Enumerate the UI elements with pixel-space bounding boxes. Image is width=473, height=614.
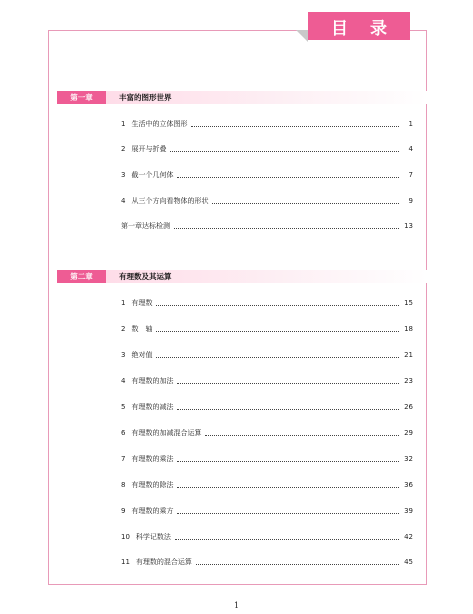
toc-entry-number: 5 bbox=[121, 403, 126, 411]
toc-entry[interactable] bbox=[121, 119, 413, 129]
toc-entry-page: 29 bbox=[404, 429, 413, 437]
toc-entry-page: 26 bbox=[404, 403, 413, 411]
toc-entry[interactable] bbox=[121, 402, 413, 412]
toc-entry[interactable] bbox=[121, 170, 413, 180]
toc-entry-page: 7 bbox=[408, 171, 413, 179]
toc-entry-page: 15 bbox=[404, 299, 413, 307]
toc-entry-page: 42 bbox=[404, 533, 413, 541]
chapter-tag: 第一章 bbox=[57, 91, 106, 104]
toc-entry-number: 11 bbox=[121, 558, 130, 566]
contents-title: 目 录 bbox=[308, 12, 410, 40]
toc-entry[interactable] bbox=[121, 480, 413, 490]
dot-leader bbox=[177, 383, 399, 384]
toc-entry-label: 有理数的加法 bbox=[131, 377, 174, 385]
toc-entry-page: 21 bbox=[404, 351, 413, 359]
dot-leader bbox=[174, 228, 399, 229]
dot-leader bbox=[212, 203, 399, 204]
toc-entry-number: 7 bbox=[121, 455, 126, 463]
chapter-header bbox=[57, 270, 427, 283]
toc-entry-number: 1 bbox=[121, 120, 126, 128]
toc-entry[interactable] bbox=[121, 196, 413, 206]
toc-entry[interactable] bbox=[121, 324, 413, 334]
toc-entry-label: 有理数的加减混合运算 bbox=[131, 429, 202, 437]
dot-leader bbox=[156, 305, 399, 306]
dot-leader bbox=[177, 513, 399, 514]
dot-leader bbox=[196, 564, 399, 565]
chapter-title: 丰富的图形世界 bbox=[119, 93, 172, 102]
toc-entry[interactable] bbox=[121, 350, 413, 360]
toc-entry-label: 生活中的立体图形 bbox=[131, 120, 188, 128]
toc-entry-number: 10 bbox=[121, 533, 130, 541]
toc-entry-page: 13 bbox=[404, 222, 413, 230]
toc-entry-number: 3 bbox=[121, 351, 126, 359]
toc-entry-label: 有理数的混合运算 bbox=[135, 558, 192, 566]
toc-entry-page: 4 bbox=[408, 145, 413, 153]
toc-entry-label: 从三个方向看物体的形状 bbox=[131, 197, 209, 205]
toc-entry-label: 数 轴 bbox=[131, 325, 153, 333]
toc-entry-number: 9 bbox=[121, 507, 126, 515]
toc-entry[interactable] bbox=[121, 298, 413, 308]
toc-entry-label: 有理数的除法 bbox=[131, 481, 174, 489]
toc-entry-label: 科学记数法 bbox=[135, 533, 171, 541]
toc-entry-number: 2 bbox=[121, 145, 126, 153]
toc-entry[interactable] bbox=[121, 144, 413, 154]
toc-entry[interactable] bbox=[121, 532, 413, 542]
toc-entry-page: 39 bbox=[404, 507, 413, 515]
title-fold-decoration bbox=[296, 30, 308, 42]
toc-entry-number: 4 bbox=[121, 377, 126, 385]
toc-entry-number: 2 bbox=[121, 325, 126, 333]
dot-leader bbox=[170, 151, 399, 152]
toc-entry-label: 截一个几何体 bbox=[131, 171, 174, 179]
toc-entry-label: 有理数 bbox=[131, 299, 153, 307]
toc-entry-page: 23 bbox=[404, 377, 413, 385]
toc-entry[interactable] bbox=[121, 454, 413, 464]
toc-entry[interactable] bbox=[121, 221, 413, 231]
toc-entry-label: 有理数的乘法 bbox=[131, 455, 174, 463]
toc-entry[interactable] bbox=[121, 428, 413, 438]
dot-leader bbox=[156, 331, 399, 332]
toc-entry-label: 有理数的减法 bbox=[131, 403, 174, 411]
toc-entry-page: 9 bbox=[408, 197, 413, 205]
dot-leader bbox=[156, 357, 399, 358]
dot-leader bbox=[175, 539, 399, 540]
toc-entry-page: 36 bbox=[404, 481, 413, 489]
toc-entry[interactable] bbox=[121, 506, 413, 516]
toc-entry-page: 32 bbox=[404, 455, 413, 463]
chapter-tag: 第二章 bbox=[57, 270, 106, 283]
toc-entry-number: 3 bbox=[121, 171, 126, 179]
page-number: 1 bbox=[233, 601, 240, 610]
toc-entry-number: 6 bbox=[121, 429, 126, 437]
toc-entry[interactable] bbox=[121, 557, 413, 567]
toc-entry[interactable] bbox=[121, 376, 413, 386]
toc-entry-page: 18 bbox=[404, 325, 413, 333]
dot-leader bbox=[177, 487, 399, 488]
toc-entry-number: 1 bbox=[121, 299, 126, 307]
toc-entry-page: 45 bbox=[404, 558, 413, 566]
dot-leader bbox=[177, 461, 399, 462]
dot-leader bbox=[177, 409, 399, 410]
toc-entry-label: 展开与折叠 bbox=[131, 145, 167, 153]
toc-entry-label: 第一章达标检测 bbox=[121, 222, 170, 230]
dot-leader bbox=[205, 435, 399, 436]
toc-entry-label: 绝对值 bbox=[131, 351, 153, 359]
toc-entry-page: 1 bbox=[408, 120, 413, 128]
toc-entry-number: 8 bbox=[121, 481, 126, 489]
toc-entry-number: 4 bbox=[121, 197, 126, 205]
toc-entry-label: 有理数的乘方 bbox=[131, 507, 174, 515]
dot-leader bbox=[177, 177, 399, 178]
chapter-title: 有理数及其运算 bbox=[119, 272, 172, 281]
dot-leader bbox=[191, 126, 399, 127]
chapter-header bbox=[57, 91, 427, 104]
